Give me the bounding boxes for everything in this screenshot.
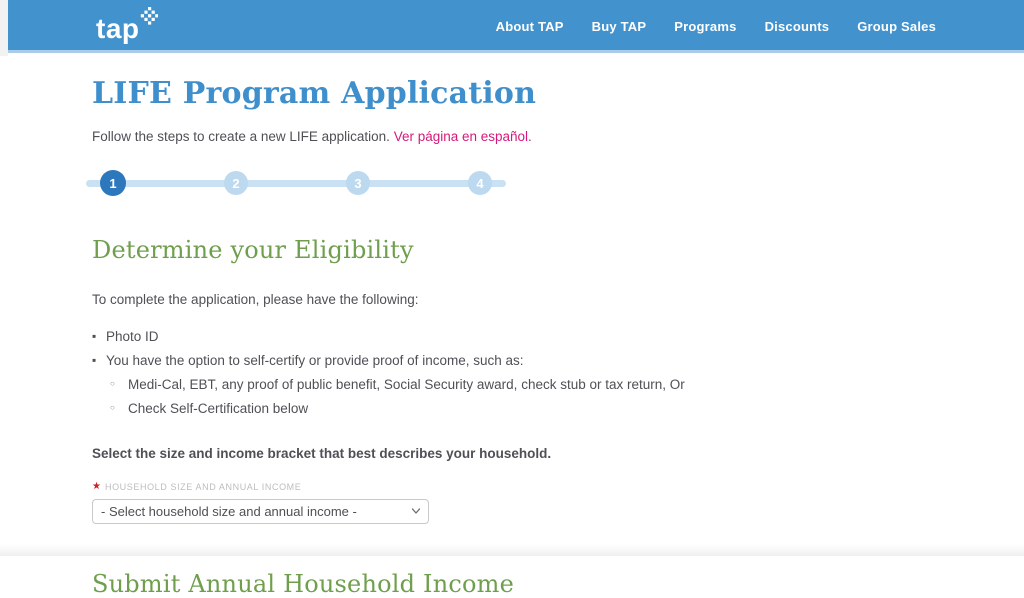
stepper-track: [86, 180, 506, 187]
nav-about-tap[interactable]: About TAP: [495, 19, 564, 34]
page-title: LIFE Program Application: [92, 76, 537, 111]
household-select-wrap: [92, 499, 429, 524]
tap-pixel-arrow-icon: [140, 7, 158, 25]
eligibility-heading: Determine your Eligibility: [92, 236, 414, 264]
proof-option-self-certification: ○ Check Self-Certification below: [110, 401, 932, 416]
step-2[interactable]: 2: [224, 171, 248, 195]
nav-group-sales[interactable]: Group Sales: [857, 19, 936, 34]
proof-option-documents: ○ Medi-Cal, EBT, any proof of public benefit, Social Security award, check stub or tax return, Or: [110, 377, 932, 392]
tap-logo-text: tap: [96, 12, 140, 44]
page-intro-text: Follow the steps to create a new LIFE application.: [92, 129, 390, 144]
income-section-heading: Submit Annual Household Income: [92, 570, 515, 598]
nav-buy-tap[interactable]: Buy TAP: [591, 19, 647, 34]
top-navigation-bar: [8, 0, 1024, 53]
step-4[interactable]: 4: [468, 171, 492, 195]
page-intro: [92, 129, 932, 144]
nav-discounts[interactable]: Discounts: [764, 19, 830, 34]
eligibility-intro: To complete the application, please have the following:: [92, 292, 419, 307]
checklist-item-income-proof: [92, 353, 932, 416]
tap-logo[interactable]: [96, 11, 156, 43]
household-field-label: [92, 481, 932, 492]
life-application-page: [92, 53, 932, 598]
checklist-item-income-proof-text: You have the option to self-certify or provide proof of income, such as:: [106, 353, 524, 368]
nav-programs[interactable]: Programs: [674, 19, 737, 34]
application-step-indicator: [100, 170, 492, 196]
step-1-active[interactable]: 1: [100, 170, 126, 196]
step-3[interactable]: 3: [346, 171, 370, 195]
income-proof-options: [110, 377, 932, 416]
window-edge-strip: [0, 0, 8, 56]
household-prompt: Select the size and income bracket that best describes your household.: [92, 446, 552, 461]
spanish-page-link[interactable]: Ver página en español.: [393, 129, 532, 144]
household-field-label-text: HOUSEHOLD SIZE AND ANNUAL INCOME: [104, 481, 302, 492]
checklist-item-photo-id: ▪ Photo ID: [92, 329, 932, 344]
main-nav: [496, 19, 936, 34]
required-star-icon: ★: [92, 481, 101, 492]
eligibility-checklist: [92, 329, 932, 416]
household-size-income-select[interactable]: [92, 499, 429, 524]
